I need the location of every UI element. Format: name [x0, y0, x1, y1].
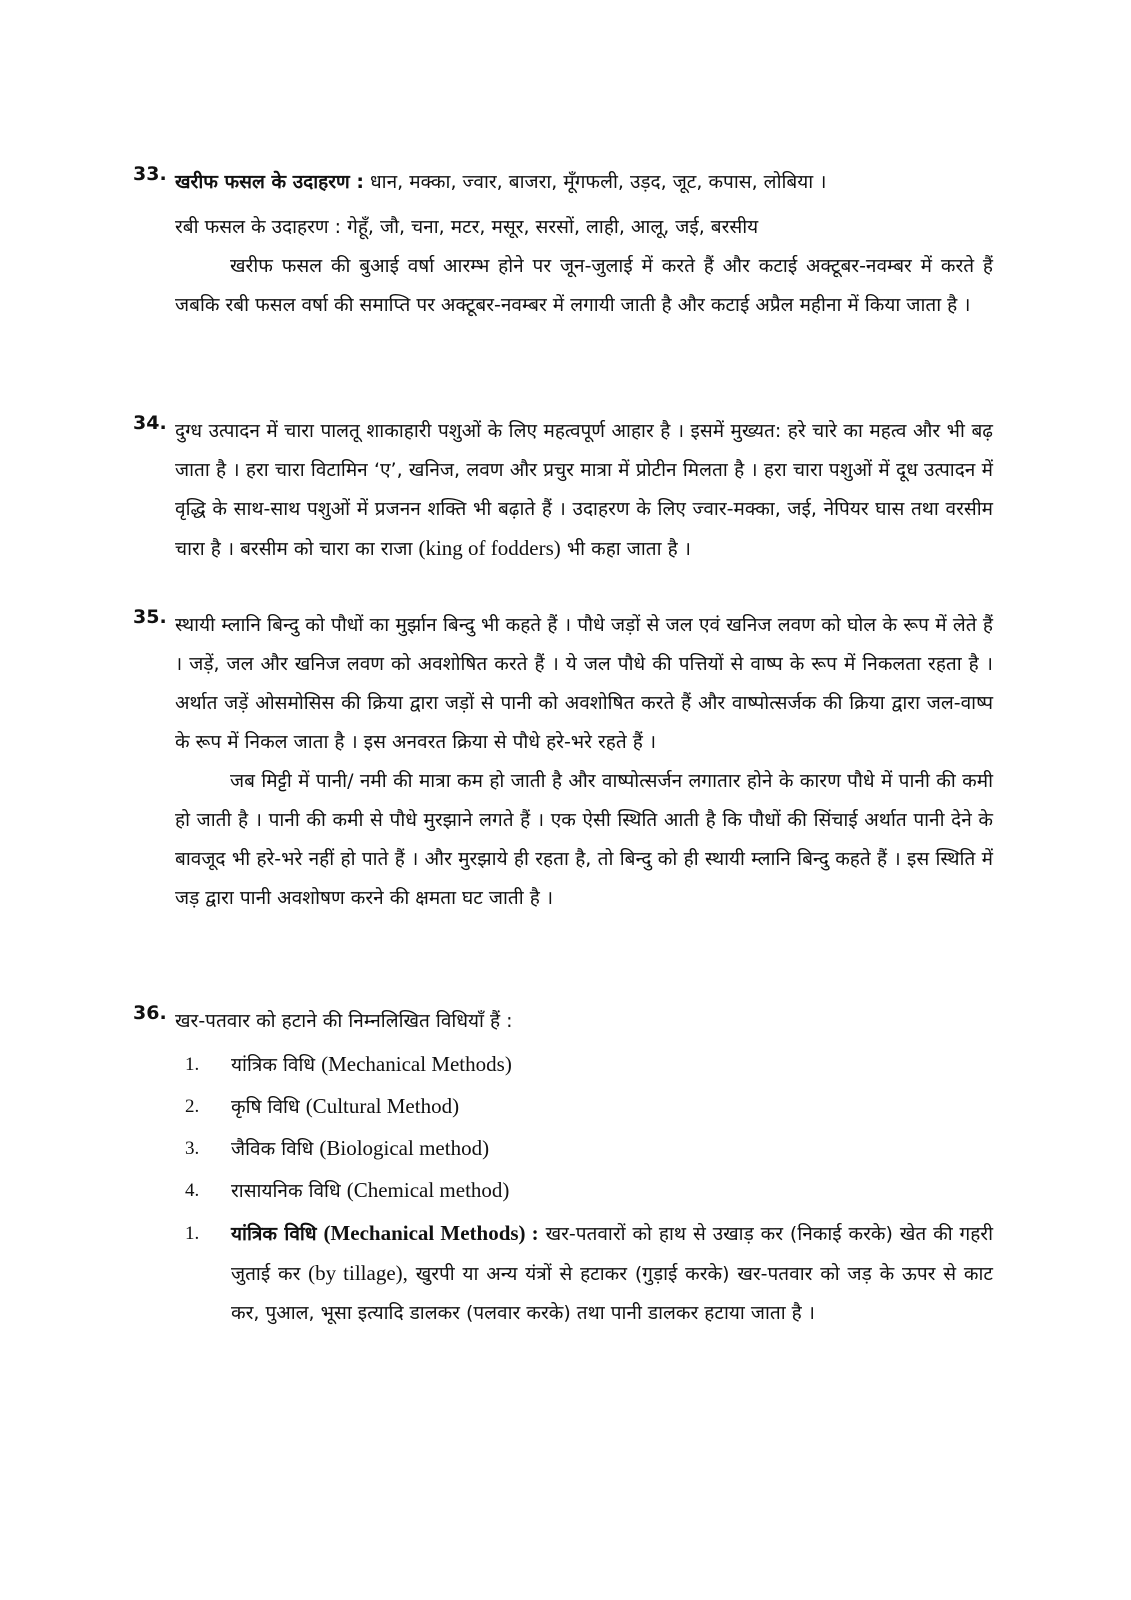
answer-number: 34.	[133, 412, 167, 434]
kharif-list: धान, मक्का, ज्वार, बाजरा, मूँगफली, उड़द, जूट, कपास, लोबिया ।	[369, 171, 827, 193]
method-list-item: 1. यांत्रिक विधि (Mechanical Methods)	[185, 1052, 512, 1076]
wilting-paragraph-2: जब मिट्टी में पानी/ नमी की मात्रा कम हो जाती है और वाष्पोत्सर्जन लगातार होने के कारण पौधे में पानी की कमी हो जाती है । पानी की कमी से पौधे मुरझाने लगते हैं । एक ऐसी स्थिति आती है कि पौधों की सिंचाई अर्थात पानी देने के बावजूद भी हरे-भरे नहीं हो पाते हैं । और मुरझाये ही रहता है, तो बिन्दु को ही स्थायी म्लानि बिन्दु कहते हैं । इस स्थिति में जड़ द्वारा पानी अवशोषण करने की क्षमता घट जाती है ।	[175, 770, 993, 909]
season-paragraph: खरीफ फसल की बुआई वर्षा आरम्भ होने पर जून-जुलाई में करते हैं और कटाई अक्टूबर-नवम्बर में करते हैं जबकि रबी फसल वर्षा की समाप्ति पर अक्टूबर-नवम्बर में लगायी जाती है और कटाई अप्रैल महीना में किया जाता है ।	[175, 255, 993, 316]
weed-intro: खर-पतवार को हटाने की निम्नलिखित विधियाँ हैं :	[175, 1010, 513, 1032]
wilting-paragraph-1: स्थायी म्लानि बिन्दु को पौधों का मुर्झान बिन्दु भी कहते हैं । पौधे जड़ों से जल एवं खनिज लवण को घोल के रूप में लेते हैं । जड़ें, जल और खनिज लवण को अवशोषित करते हैं । ये जल पौधे की पत्तियों से वाष्प के रूप में निकलता रहता है । अर्थात जड़ें ओसमोसिस की क्रिया द्वारा जड़ों से पानी को अवशोषित करते हैं और वाष्पोत्सर्जक की क्रिया द्वारा जल-वाष्प के रूप में निकल जाता है । इस अनवरत क्रिया से पौधे हरे-भरे रहते हैं ।	[175, 614, 993, 753]
kharif-title: खरीफ फसल के उदाहरण :	[175, 171, 364, 193]
answer-33	[133, 163, 993, 325]
method-list-item: 3. जैविक विधि (Biological method)	[185, 1136, 490, 1160]
method-list-item: 2. कृषि विधि (Cultural Method)	[185, 1094, 460, 1118]
answer-34	[133, 412, 993, 569]
answer-number: 36.	[133, 1002, 167, 1024]
answer-35	[133, 606, 993, 918]
rabi-title: रबी फसल के उदाहरण :	[175, 216, 342, 238]
detail-title-english: (Mechanical Methods) :	[323, 1221, 539, 1245]
answer-number: 35.	[133, 606, 167, 628]
fodder-paragraph: दुग्ध उत्पादन में चारा पालतू शाकाहारी पशुओं के लिए महत्वपूर्ण आहार है । इसमें मुख्यत: हरे चारे का महत्व और भी बढ़ जाता है । हरा चारा विटामिन ‘ए’, खनिज, लवण और प्रचुर मात्रा में प्रोटीन मिलता है । हरा चारा पशुओं में दूध उत्पादन में वृद्धि के साथ-साथ पशुओं में प्रजनन शक्ति भी बढ़ाते हैं । उदाहरण के लिए ज्वार-मक्का, जई, नेपियर घास तथा वरसीम चारा है । बरसीम को चारा का राजा (king of fodders) भी कहा जाता है ।	[175, 420, 993, 560]
answer-36	[133, 1002, 993, 1041]
detail-title-hindi: यांत्रिक विधि	[231, 1223, 317, 1245]
answer-number: 33.	[133, 163, 167, 185]
mechanical-method-detail: 1. यांत्रिक विधि (Mechanical Methods) : खर-पतवारों को हाथ से उखाड़ कर (निकाई करके) खेत की गहरी जुताई कर (by tillage), खुरपी या अन्य यंत्रों से हटाकर (गुड़ाई करके) खर-पतवार को जड़ के ऊपर से काट कर, पुआल, भूसा इत्यादि डालकर (पलवार करके) तथा पानी डालकर हटाया जाता है ।	[185, 1221, 994, 1324]
rabi-list: गेहूँ, जौ, चना, मटर, मसूर, सरसों, लाही, आलू, जई, बरसीय	[347, 216, 759, 238]
method-list-item: 4. रासायनिक विधि (Chemical method)	[185, 1178, 510, 1202]
